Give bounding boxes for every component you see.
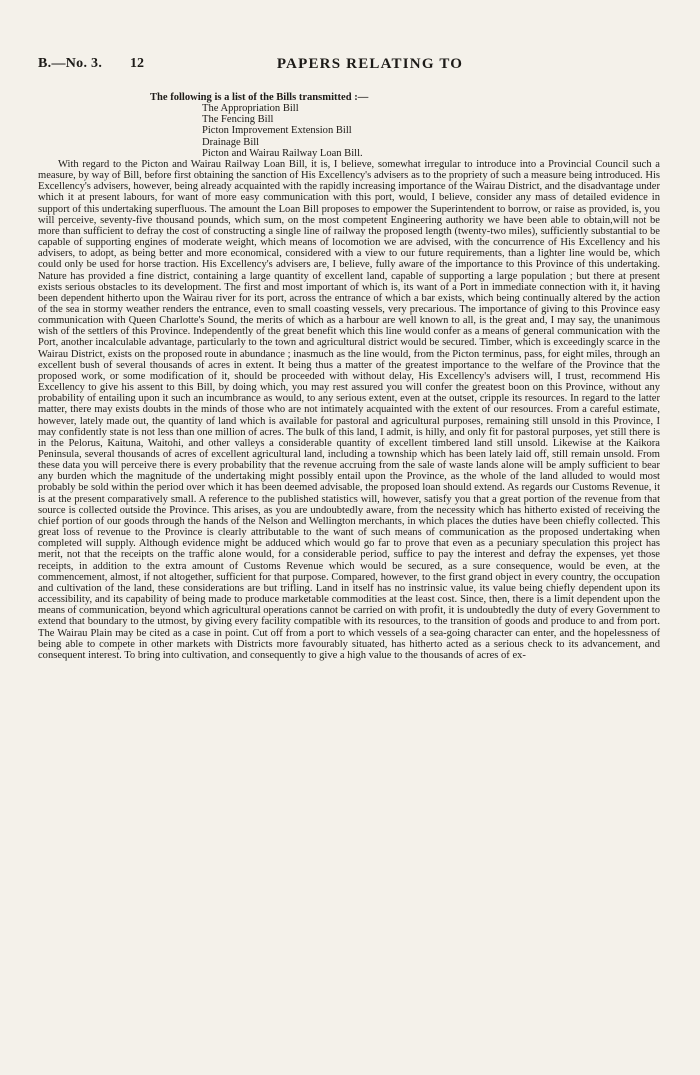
document-body: [38, 92, 660, 661]
page-number: 12: [130, 56, 144, 71]
bill-item: Drainage Bill: [202, 136, 260, 148]
bill-list-intro: The following is a list of the Bills transmitted :—: [150, 92, 369, 103]
bill-item: Picton and Wairau Railway Loan Bill.: [202, 147, 363, 159]
document-reference: B.—No. 3.: [38, 56, 103, 71]
body-paragraph: With regard to the Picton and Wairau Railway Loan Bill, it is, I believe, somewhat irregular to introduce into a Provincial Council such a measure, by way of Bill, before first obtaining the sanction of His Excellency's advisers as to the propriety of such a measure being introduced. His Excellency's advisers, however, being already acquainted with the rapidly increasing importance of the Wairau District, and the disadvantage under which it at present labours, for want of more easy communication with this port, would, I believe, consider any mass of detailed evidence in support of this undertaking superfluous. The amount the Loan Bill proposes to empower the Superintendent to borrow, or raise as provided, is, you will perceive, seventy-five thousand pounds, which sum, on the most competent Engineering authority we have been able to obtain,will not be more than sufficient to defray the cost of constructing a single line of railway the proposed length (twenty-two miles), sufficiently substantial to be capable of supporting engines of moderate weight, which means of locomotion we are advised, with the concurrence of His Excellency and his advisers, to adopt, as being better and more economical, considered with a view to our future requirements, than a lighter line would be, which could only be used for horse traction. His Excellency's advisers are, I believe, fully aware of the importance to this Province of this undertaking. Nature has provided a fine district, containing a large quantity of excellent land, capable of supporting a large population ; but there at present exists serious obstacles to its development. The first and most important of which is, its want of a Port in immediate connection with it, it having been dependent hitherto upon the Wairau river for its port, across the entrance of which a bar exists, which being continually altered by the action of the sea in stormy weather renders the entrance, even to small coasting vessels, very precarious. The importance of giving to this Province easy communication with Queen Charlotte's Sound, the merits of which as a harbour are well known to all, is the great and, I may say, the unanimous wish of the settlers of this Province. Independently of the great benefit which this line would confer as a means of general communication with the Port, another incalculable advantage, particularly to the town and agricultural district would be secured. Timber, which is exceedingly scarce in the Wairau District, exists on the proposed route in abundance ; inasmuch as the line would, from the Picton terminus, pass, for eight miles, through an excellent bush of several thousands of acres in extent. It being thus a matter of the greatest importance to the welfare of the Province that the proposed work, or some modification of it, should be proceeded with without delay, His Excellency's advisers will, I trust, recommend His Excellency to give his assent to this Bill, by doing which, you may rest assured you will confer the greatest boon on this Province, without any probability of entailing upon it such an incumbrance as would, to any serious extent, even at the outset, cripple its resources. In regard to the latter matter, there may exists doubts in the minds of those who are not intimately acquainted with the extent of our resources. From a careful estimate, however, lately made out, the quantity of land which is available for pastoral and agricultural purposes, remaining still unsold in this Province, I may confidently state is not less than one million of acres. The bulk of this land, I admit, is hilly, and only fit for pastoral purposes, yet still there is in the Pelorus, Kaituna, Waitohi, and other valleys a considerable quantity of excellent timbered land still unsold. Likewise at the Kaikora Peninsula, several thousands of acres of excellent agricultural land, including a township which has been lately laid off, still remain unsold. From these data you will perceive there is every probability that the revenue accruing from the sale of waste lands alone will be amply sufficient to bear any burden which the magnitude of the undertaking might possibly entail upon the Province, as the whole of the land alluded to would most probably be sold within the period over which it has been deemed advisable, the proposed loan should extend. As regards our Customs Revenue, it is at the present comparatively small. A reference to the published statistics will, however, satisfy you that a great portion of the revenue from that source is collected outside the Province. This arises, as you are undoubtedly aware, from the necessity which has hitherto existed of receiving the chief portion of our goods through the hands of the Nelson and Wellington merchants, in which places the duties have been chiefly collected. This great loss of revenue to the Province is clearly attributable to the want of such means of communication as the proposed undertaking when completed will supply. Although evidence might be adduced which would go far to prove that even as a pecuniary speculation this project has merit, not that the receipts on the traffic alone would, for a considerable period, suffice to pay the interest and defray the expenses, yet those receipts, in addition to the extra amount of Customs Revenue which would be secured, as a sure consequence, would be even, at the commencement, almost, if not altogether, sufficient for that purpose. Compared, however, to the first grand object in every country, the occupation and cultivation of the land, these considerations are but trifling. Land in itself has no instrinsic value, its value being chiefly dependent upon its accessibility, and its capability of being made to produce marketable commodities at the least cost. Since, then, there is a limit dependent upon the means of communication, beyond which agricultural operations cannot be carried on with profit, it is undoubtedly the duty of every Government to extend that boundary to the utmost, by giving every facility compatible with its resources, to the transition of goods and produce to and from port. The Wairau Plain may be cited as a case in point. Cut off from a port to which vessels of a sea-going character can enter, and the hopelessness of being able to compete in other markets with Districts more favourably situated, has hitherto acted as a serious check to its advancement, and consequent interest. To bring into cultivation, and consequently to give a high value to the thousands of acres of ex-: [38, 158, 660, 661]
bill-item: The Fencing Bill: [202, 114, 274, 126]
running-title: PAPERS RELATING TO: [276, 56, 464, 72]
page-header: [38, 56, 662, 78]
bill-list: [38, 103, 660, 159]
bill-item: Picton Improvement Extension Bill: [202, 125, 352, 137]
bill-item: The Appropriation Bill: [202, 103, 299, 115]
